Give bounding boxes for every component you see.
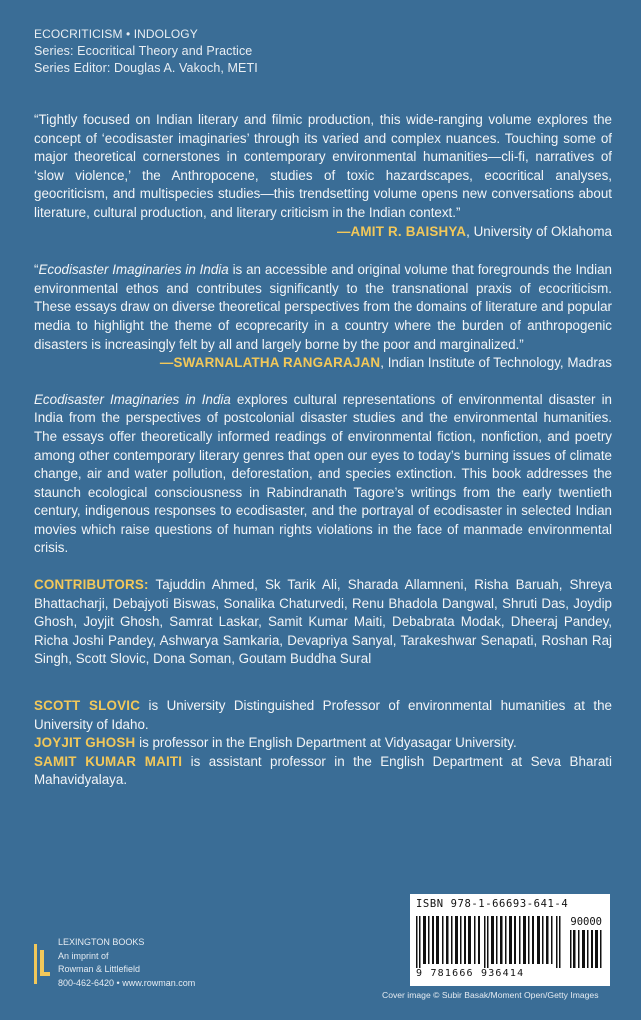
bio-1-name: SCOTT SLOVIC bbox=[34, 698, 141, 714]
contributors-names: Tajuddin Ahmed, Sk Tarik Ali, Sharada Allamneni, Risha Baruah, Shreya Bhattacharji, Debajyoti Biswas, Sonalika Chaturvedi, Renu Bhadola Dangwal, Shruti Das, Joydip Ghosh, Joyjit Ghosh, Samrat Laskar, Samit Kumar Maiti, Debabrata Modak, Dheeraj Pandey, Richa Joshi Pandey, Ashwarya Samkaria, Devapriya Sanyal, Tarakeshwar Senapati, Roshan Raj Singh, Scott Slovic, Dona Soman, Goutam Buddha Sural bbox=[34, 577, 612, 667]
bio-samit-kumar-maiti bbox=[34, 753, 612, 790]
bio-joyjit-ghosh bbox=[34, 734, 612, 753]
quote-1-dash: — bbox=[336, 223, 351, 239]
lexington-books-logo-icon bbox=[34, 944, 52, 984]
contributors-list bbox=[34, 576, 612, 669]
book-description bbox=[34, 391, 612, 558]
bio-1-text: is University Distinguished Professor of environmental humanities at the University of Idaho. bbox=[34, 698, 612, 732]
endorsement-quote-1 bbox=[34, 111, 612, 241]
cover-image-credit: Cover image © Subir Basak/Moment Open/Getty Images bbox=[382, 990, 599, 1000]
quote-2-dash: — bbox=[159, 355, 174, 371]
quote-2-text bbox=[34, 261, 612, 354]
barcode-addon-bars-icon bbox=[570, 930, 604, 968]
back-cover-text bbox=[34, 26, 612, 790]
publisher-contact: 800-462-6420 • www.rowman.com bbox=[58, 977, 196, 988]
bio-scott-slovic bbox=[34, 697, 612, 734]
barcode-digits: 9 781666 936414 bbox=[416, 968, 525, 979]
publisher-parent: Rowman & Littlefield bbox=[58, 964, 141, 974]
contributors-label: CONTRIBUTORS: bbox=[34, 577, 149, 593]
quote-2-open-quote: “ bbox=[34, 262, 39, 278]
quote-2-book-title: Ecodisaster Imaginaries in India bbox=[38, 262, 229, 278]
publisher-imprint: An imprint of bbox=[58, 950, 109, 961]
quote-1-affiliation: , University of Oklahoma bbox=[466, 223, 612, 239]
isbn-barcode bbox=[410, 894, 610, 986]
price-code: 90000 bbox=[570, 916, 602, 928]
quote-2-attribution bbox=[34, 354, 612, 373]
quote-2-name: SWARNALATHA RANGARAJAN bbox=[173, 355, 381, 371]
series-line: Series: Ecocritical Theory and Practice bbox=[34, 44, 253, 58]
barcode-main-bars-icon bbox=[416, 916, 564, 968]
quote-2-body: is an accessible and original volume that foregrounds the Indian environmental ethos and contributes significantly to the transnational praxis of ecocriticism. These essays draw on diverse theoretical perspectives from the domains of literature and popular media to highlight the theme of ecoprecarity in a country where the burden of anthropogenic disasters is increasingly felt by all and largely borne by the poor and marginalized.” bbox=[34, 262, 613, 352]
quote-1-name: AMIT R. BAISHYA bbox=[350, 223, 467, 239]
description-body: explores cultural representations of environmental disaster in India from the perspectives of postcolonial disaster studies and the environmental humanities. The essays offer theoretically informed readings of environmental fiction, nonfiction, and poetry among other contemporary literary genres that open our eyes to today’s burning issues of climate change, air and water pollution, deforestation, and species extinction. This book addresses the staunch ecological consciousness in Rabindranath Tagore’s writings from the early twentieth century, indigenous responses to ecodisaster, and the portrayal of ecodisaster in selected Indian movies which raise questions of human rights violations in the face of manmade environmental crisis. bbox=[34, 391, 612, 556]
description-book-title: Ecodisaster Imaginaries in India bbox=[34, 391, 231, 407]
isbn-number: ISBN 978-1-66693-641-4 bbox=[416, 898, 569, 910]
quote-2-affiliation: , Indian Institute of Technology, Madras bbox=[380, 355, 612, 371]
header-block bbox=[34, 26, 612, 77]
quote-1-text: “Tightly focused on Indian literary and filmic production, this wide-ranging volume explores the concept of ‘ecodisaster imaginaries’ through its varied and complex nuances. Touching some of major theoretical cornerstones in contemporary environmental humanities—cli-fi, narratives of ‘slow violence,’ the Anthropocene, studies of toxic hazardscapes, ecocritical analyses, geocriticism, and multispecies studies—this trendsetting volume opens new conversations about literature, cultural production, and literary criticism in the Indian context.” bbox=[34, 112, 612, 220]
publisher-name: LEXINGTON BOOKS bbox=[58, 937, 145, 947]
categories-line: ECOCRITICISM • INDOLOGY bbox=[34, 27, 198, 41]
bio-2-name: JOYJIT GHOSH bbox=[34, 735, 136, 751]
editor-bios bbox=[34, 697, 612, 790]
endorsement-quote-2 bbox=[34, 261, 612, 373]
publisher-info bbox=[58, 936, 195, 990]
footer bbox=[34, 898, 612, 1000]
bio-3-name: SAMIT KUMAR MAITI bbox=[34, 753, 183, 769]
bio-3-text: is assistant professor in the English Department at Seva Bharati Mahavidyalaya. bbox=[34, 753, 612, 788]
quote-1-attribution bbox=[34, 223, 612, 242]
bio-2-text: is professor in the English Department at Vidyasagar University. bbox=[135, 735, 517, 751]
series-editor-line: Series Editor: Douglas A. Vakoch, METI bbox=[34, 61, 258, 75]
